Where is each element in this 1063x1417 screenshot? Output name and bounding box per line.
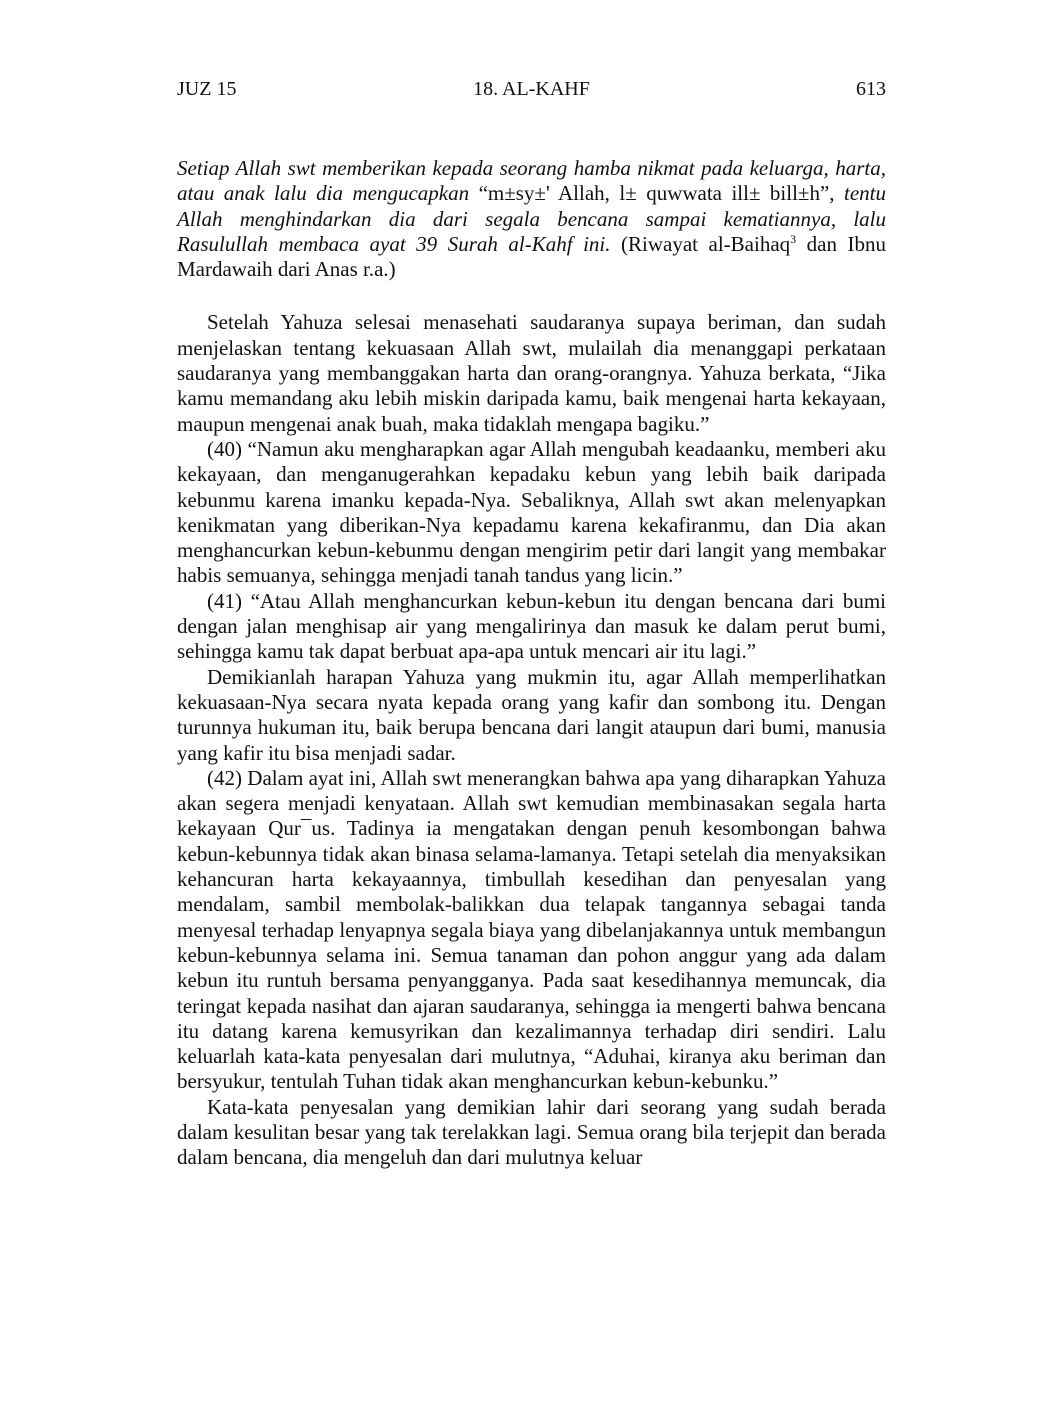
quote-plain-2: (Riwayat al-Baihaq — [610, 231, 791, 256]
quote-italic-1: Setiap Allah swt memberikan kepada seorang hamba nikmat pada keluarga, harta, atau anak lalu dia mengucapkan — [177, 156, 886, 206]
page-number: 613 — [856, 78, 886, 100]
paragraph: (42) Dalam ayat ini, Allah swt menerangkan bahwa apa yang diharapkan Yahuza akan segera menjadi kenyataan. Allah swt kemudian membinasakan segala harta kekayaan Qur¯us. Tadinya ia mengatakan dengan penuh kesombongan bahwa kebun-kebunnya tidak akan binasa selama-lamanya. Tetapi setelah dia menyaksikan kehancuran harta kekayaannya, timbullah kesedihan dan penyesalan yang mendalam, sambil membolak-balikkan dua telapak tangannya sebagai tanda menyesal terhadap lenyapnya segala biaya yang dibelanjakannya untuk membangun kebun-kebunnya selama ini. Semua tanaman dan pohon anggur yang ada dalam kebun itu runtuh bersama penyangganya. Pada saat kesedihannya memuncak, dia teringat kepada nasihat dan ajaran saudaranya, sehingga ia mengerti bahwa bencana itu datang karena kemusyrikan dan kezalimannya terhadap diri sendiri. Lalu keluarlah kata-kata penyesalan dari mulutnya, “Aduhai, kiranya aku beriman dan bersyukur, tentulah Tuhan tidak akan menghancurkan kebun-kebunku.” — [177, 765, 886, 1094]
running-header — [177, 76, 886, 102]
hadith-quote — [177, 156, 886, 282]
quote-italic-2: tentu Allah menghindarkan dia dari segala bencana sampai kematiannya, lalu Rasulullah membaca ayat 39 Surah al-Kahf ini. — [177, 181, 886, 256]
chapter-title: 18. AL-KAHF — [473, 78, 590, 100]
juz-label: JUZ 15 — [177, 78, 237, 100]
footnote-marker: 3 — [790, 231, 797, 246]
paragraph: Setelah Yahuza selesai menasehati saudaranya supaya beriman, dan sudah menjelaskan tentang kekuasaan Allah swt, mulailah dia menanggapi perkataan saudaranya yang membanggakan harta dan orang-orangnya. Yahuza berkata, “Jika kamu memandang aku lebih miskin daripada kamu, baik mengenai harta kekayaan, maupun mengenai anak buah, maka tidaklah mengapa bagiku.” — [177, 310, 886, 436]
quote-plain-3: dan Ibnu Mardawaih dari Anas r.a.) — [177, 231, 886, 282]
paragraph: Demikianlah harapan Yahuza yang mukmin itu, agar Allah memperlihatkan kekuasaan-Nya secara nyata kepada orang yang kafir dan sombong itu. Dengan turunnya hukuman itu, baik berupa bencana dari langit ataupun dari bumi, manusia yang kafir itu bisa menjadi sadar. — [177, 664, 886, 765]
paragraph: Kata-kata penyesalan yang demikian lahir dari seorang yang sudah berada dalam kesulitan besar yang tak terelakkan lagi. Semua orang bila terjepit dan berada dalam bencana, dia mengeluh dan dari mulutnya keluar — [177, 1094, 886, 1170]
paragraph: (40) “Namun aku mengharapkan agar Allah mengubah keadaanku, memberi aku kekayaan, dan menganugerahkan kepadaku kebun yang lebih baik daripada kebunmu karena imanku kepada-Nya. Sebaliknya, Allah swt akan melenyapkan kenikmatan yang diberikan-Nya kepadamu karena kekafiranmu, dan Dia akan menghancurkan kebun-kebunmu dengan mengirim petir dari langit yang membakar habis semuanya, sehingga menjadi tanah tandus yang licin.” — [177, 436, 886, 588]
page-body — [177, 156, 886, 1171]
quote-plain-1: “m±sy±' Allah, l± quwwata ill± bill±h”, — [469, 181, 844, 206]
paragraph: (41) “Atau Allah menghancurkan kebun-kebun itu dengan bencana dari bumi dengan jalan menghisap air yang mengalirinya dan masuk ke dalam perut bumi, sehingga kamu tak dapat berbuat apa-apa untuk mencari air itu lagi.” — [177, 588, 886, 664]
